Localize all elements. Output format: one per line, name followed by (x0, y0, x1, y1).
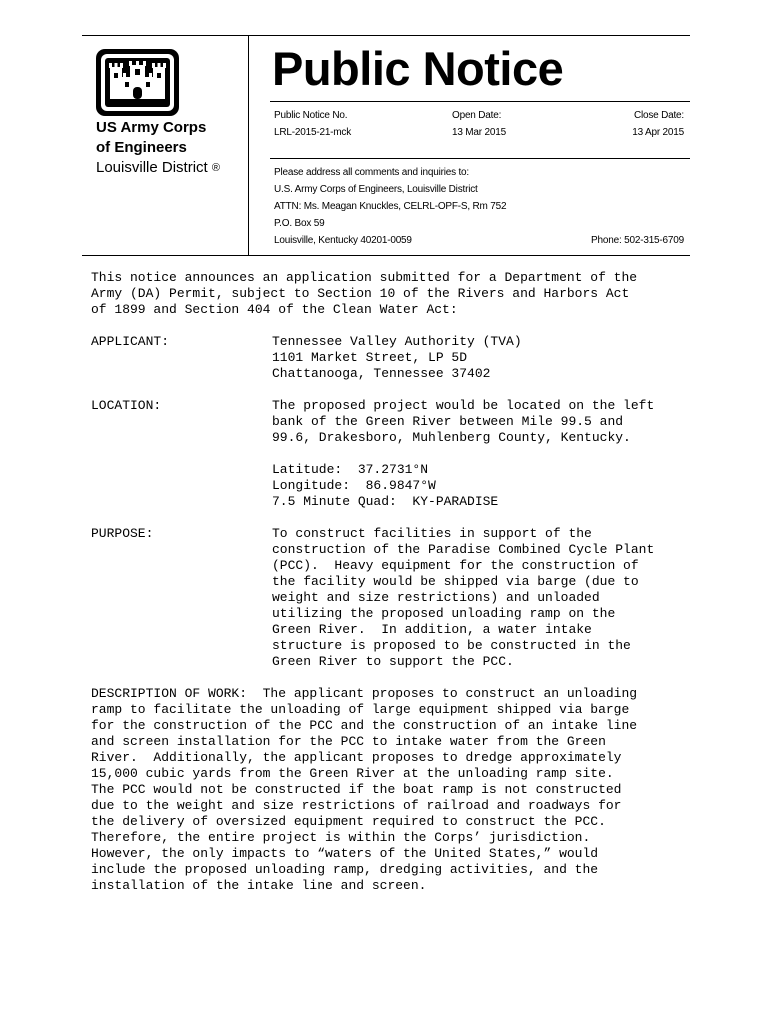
applicant-section (91, 334, 691, 382)
notice-no-label: Public Notice No. (274, 110, 348, 121)
agency-line-2: of Engineers (96, 139, 187, 156)
registered-mark: ® (211, 162, 220, 174)
open-date-label: Open Date: (452, 110, 502, 121)
purpose-value: To construct facilities in support of the construction of the Paradise Combined Cycle Plant (PCC). Heavy equipment for the construction of the facility would be shipped via barge (due to weight and size restrictions) and unloaded utilizing the proposed unloading ramp on the Green River. In addition, a water intake structure is proposed to be constructed in the Green River to support the PCC. (272, 526, 655, 669)
location-value: The proposed project would be located on the left bank of the Green River between Mile 99.5 and 99.6, Drakesboro, Muhlenberg County, Kentucky. (272, 398, 655, 445)
location-section (91, 398, 691, 510)
applicant-value: Tennessee Valley Authority (TVA) 1101 Market Street, LP 5D Chattanooga, Tennessee 37402 (272, 334, 522, 381)
location-label: LOCATION: (91, 398, 162, 413)
location-coordinates: Latitude: 37.2731°N Longitude: 86.9847°W 7.5 Minute Quad: KY-PARADISE (272, 462, 499, 509)
header-divider (248, 35, 249, 255)
dates-rule (270, 158, 690, 159)
address-line-1: U.S. Army Corps of Engineers, Louisville District (274, 184, 478, 195)
intro-paragraph: This notice announces an application submitted for a Department of the Army (DA) Permit, subject to Section 10 of the Rivers and Harbors Act of 1899 and Section 404 of the Clean Water Act: (91, 270, 638, 317)
agency-line-3 (96, 158, 220, 178)
open-date-value: 13 Mar 2015 (452, 127, 506, 138)
header-bottom-rule (82, 255, 690, 256)
close-date-value: 13 Apr 2015 (632, 127, 684, 138)
purpose-section (91, 526, 691, 670)
agency-line-1: US Army Corps (96, 119, 207, 136)
district-name: Louisville District (96, 159, 208, 176)
address-line-2: ATTN: Ms. Meagan Knuckles, CELRL-OPF-S, Rm 752 (274, 201, 507, 212)
purpose-label: PURPOSE: (91, 526, 154, 541)
applicant-label: APPLICANT: (91, 334, 170, 349)
notice-body (91, 270, 691, 894)
page-title: Public Notice (272, 42, 564, 95)
address-line-3: P.O. Box 59 (274, 218, 325, 229)
close-date-label: Close Date: (633, 110, 684, 121)
top-rule (82, 35, 690, 36)
notice-no-value: LRL-2015-21-mck (274, 127, 352, 138)
castle-logo-icon (96, 49, 179, 116)
address-line-4: Louisville, Kentucky 40201-0059 (274, 235, 412, 246)
description-of-work: DESCRIPTION OF WORK: The applicant proposes to construct an unloading ramp to facilitate the unloading of large equipment shipped via barge for the construction of the PCC and the construction of an intake line and screen installation for the PCC to intake water from the Green River. Additionally, the applicant proposes to dredge approximately 15,000 cubic yards from the Green River at the unloading ramp site. The PCC would not be constructed if the boat ramp is not constructed due to the weight and size restrictions of railroad and roadways for the delivery of oversized equipment required to construct the PCC. Therefore, the entire project is within the Corps’ jurisdiction. However, the only impacts to “waters of the United States,” would include the proposed unloading ramp, dredging activities, and the installation of the intake line and screen. (91, 686, 638, 893)
agency-name (96, 118, 220, 178)
phone-number: Phone: 502-315-6709 (591, 235, 684, 246)
title-rule (270, 101, 690, 102)
address-intro: Please address all comments and inquiries to: (274, 167, 469, 178)
